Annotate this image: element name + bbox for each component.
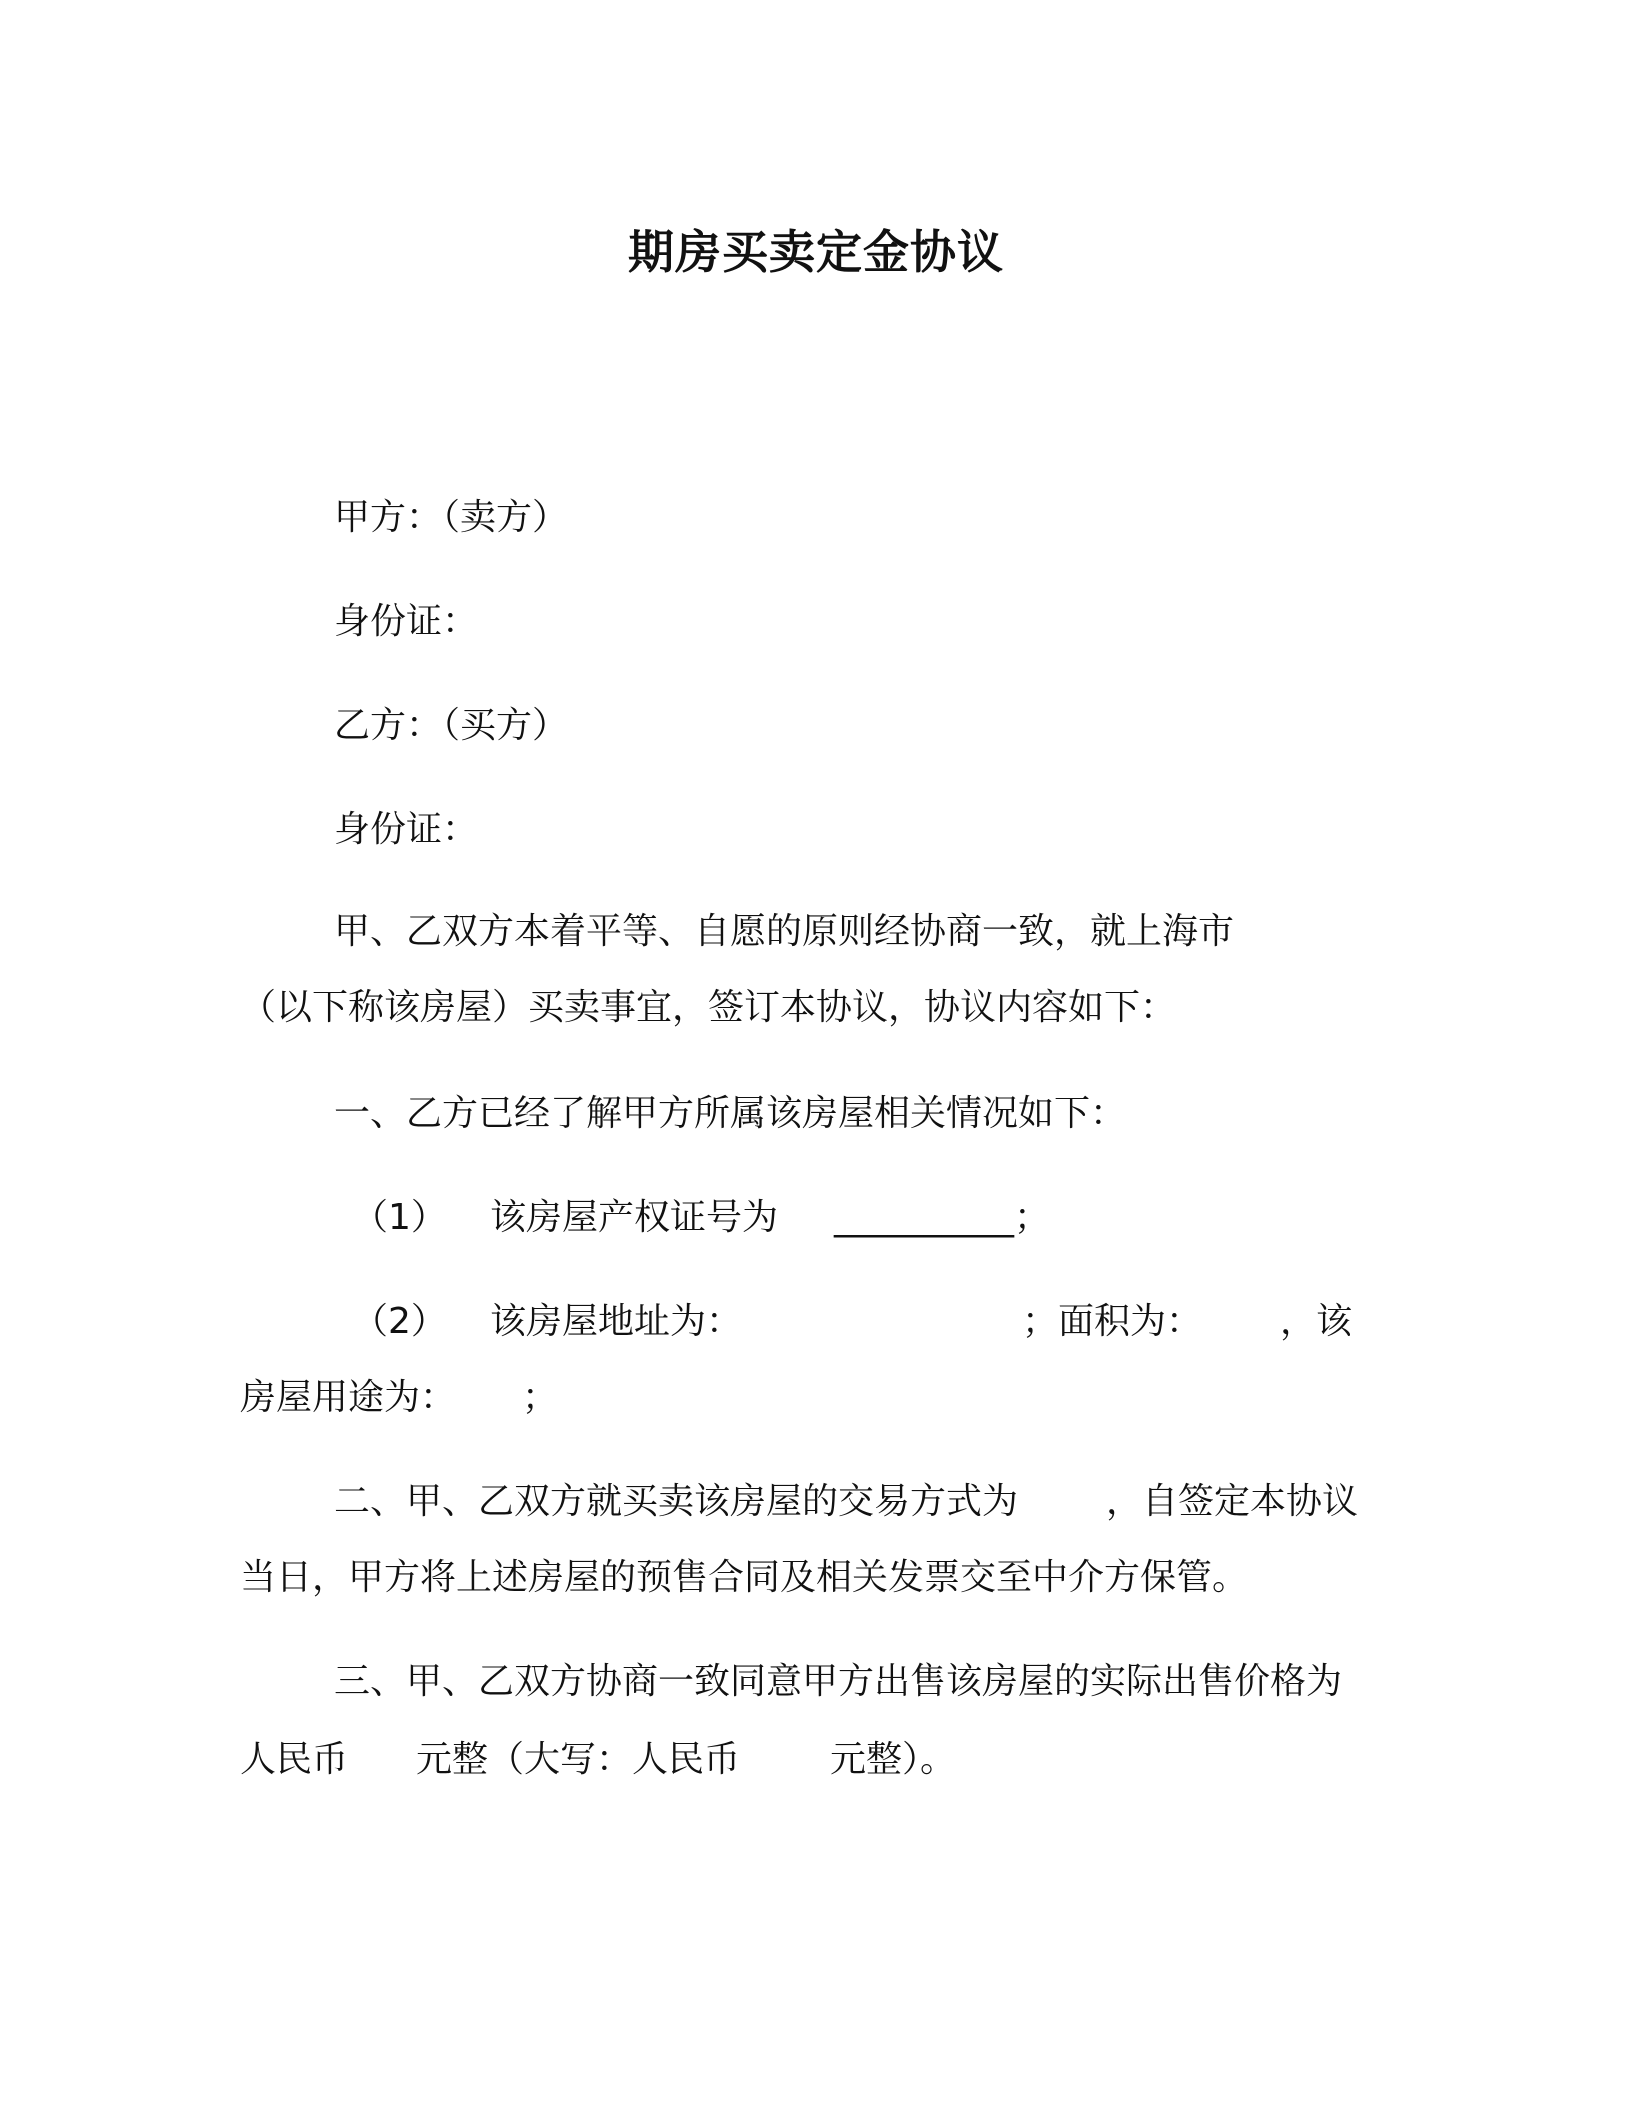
clause-1-heading: 一、乙方已经了解甲方所属该房屋相关情况如下： (334, 1093, 1127, 1134)
item-1-text: 该房屋产权证号为 (490, 1197, 779, 1238)
party-b-id-label: 身份证： (334, 809, 479, 850)
clause-2-line-1a: 二、甲、乙双方就买卖该房屋的交易方式为 (334, 1481, 1019, 1522)
intro-line-1: 甲、乙双方本着平等、自愿的原则经协商一致，就上海市 (334, 911, 1235, 952)
clause-3-line-1: 三、甲、乙双方协商一致同意甲方出售该房屋的实际出售价格为 (334, 1661, 1343, 1702)
party-a-label: 甲方：（卖方） (334, 497, 569, 538)
item-2-gai: ，该 (1280, 1301, 1353, 1342)
clause-2-line-1b: ，自签定本协议 (1106, 1481, 1359, 1522)
item-2-usage: 房屋用途为： (240, 1377, 457, 1418)
intro-line-2: （以下称该房屋）买卖事宜，签订本协议，协议内容如下： (240, 987, 1177, 1028)
item-2-number: （2） (352, 1301, 447, 1342)
page-title: 期房买卖定金协议 (628, 225, 1004, 279)
party-b-label: 乙方：（买方） (334, 705, 569, 746)
clause-3-rmb: 人民币 (240, 1739, 349, 1780)
item-2-usage-end: ； (522, 1377, 559, 1418)
item-1-number: （1） (352, 1197, 447, 1238)
item-1-blank: __________； (834, 1197, 1051, 1238)
clause-3-yuan-2: 元整）。 (830, 1739, 957, 1780)
item-2-area: ；面积为： (1022, 1301, 1203, 1342)
party-a-id-label: 身份证： (334, 601, 479, 642)
item-2-text: 该房屋地址为： (490, 1301, 743, 1342)
clause-2-line-2: 当日，甲方将上述房屋的预售合同及相关发票交至中介方保管。 (240, 1557, 1249, 1598)
clause-3-yuan-1: 元整（大写：人民币 (416, 1739, 741, 1780)
